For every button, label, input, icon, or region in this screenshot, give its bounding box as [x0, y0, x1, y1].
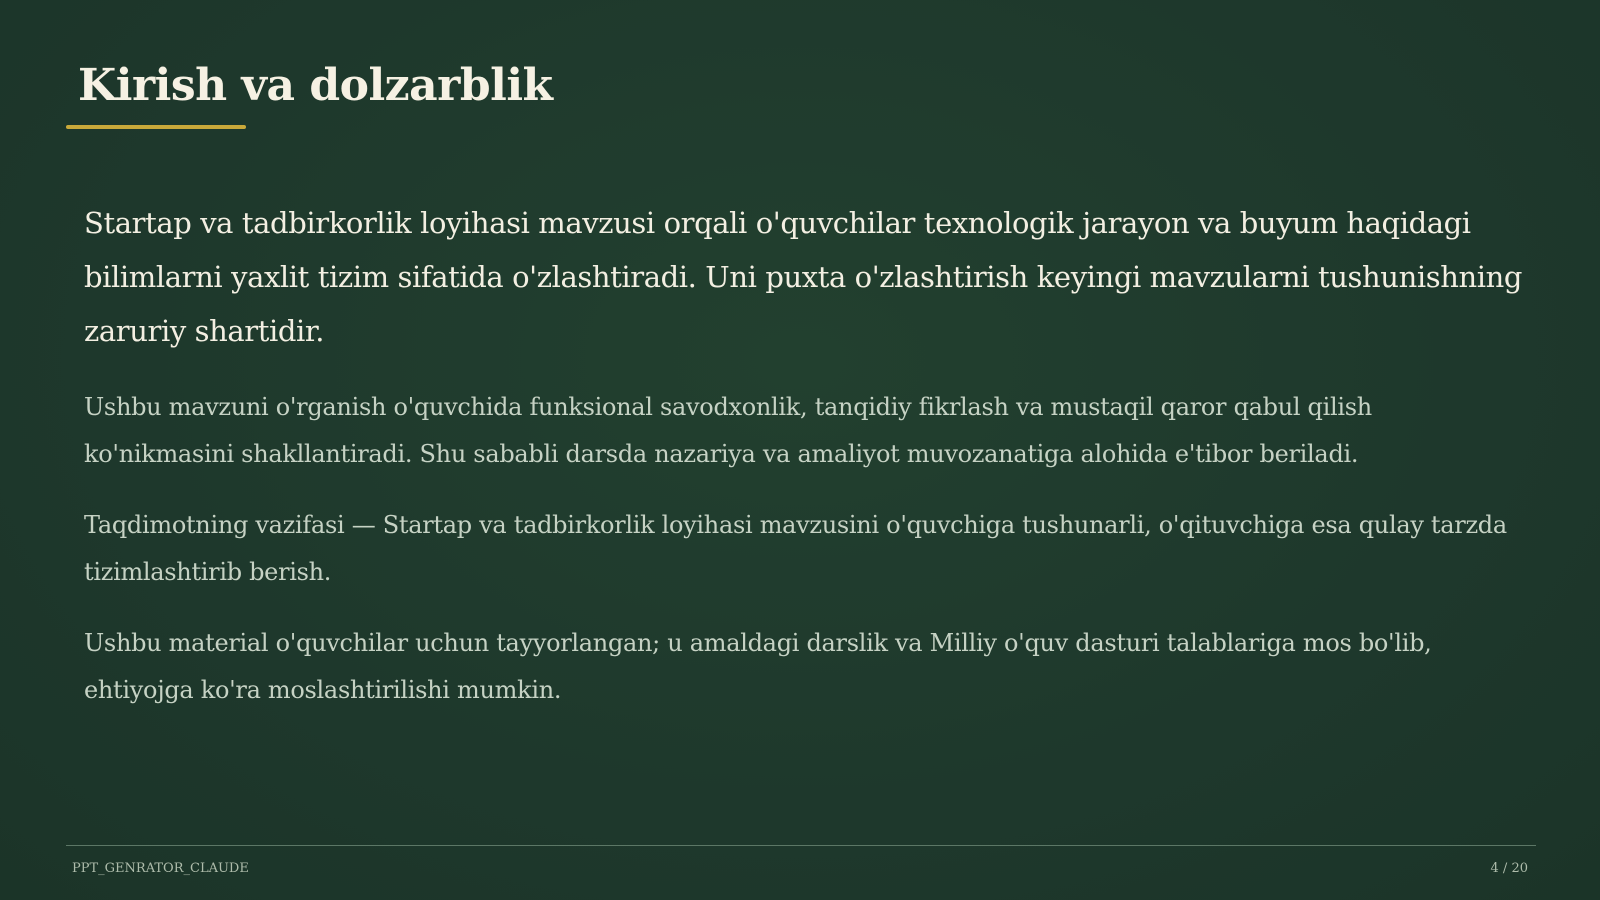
body-paragraph-3: Ushbu material o'quvchilar uchun tayyorlangan; u amaldagi darslik va Milliy o'quv dasturi talablariga mos bo'lib, ehtiyojga ko'ra moslashtirilishi mumkin.	[84, 629, 1432, 704]
body-paragraph-1: Ushbu mavzuni o'rganish o'quvchida funksional savodxonlik, tanqidiy fikrlash va mustaqil qaror qabul qilish ko'nikmasini shakllantiradi. Shu sababli darsda nazariya va amaliyot muvozanatiga alohida e'tibor beriladi.	[84, 393, 1372, 468]
slide-title: Kirish va dolzarblik	[78, 60, 553, 111]
lead-paragraph: Startap va tadbirkorlik loyihasi mavzusi orqali o'quvchilar texnologik jarayon va buyum haqidagi bilimlarni yaxlit tizim sifatida o'zlashtiradi. Uni puxta o'zlashtirish keyingi mavzularni tushunishning zaruriy shartidir.	[84, 206, 1523, 348]
title-accent-underline	[66, 125, 246, 129]
footer-source-label: PPT_GENRATOR_CLAUDE	[72, 861, 249, 876]
footer-divider	[66, 845, 1536, 846]
page-number: 4 / 20	[1490, 861, 1528, 876]
slide-body	[84, 196, 1524, 738]
body-paragraph-2: Taqdimotning vazifasi — Startap va tadbirkorlik loyihasi mavzusini o'quvchiga tushunarli, o'qituvchiga esa qulay tarzda tizimlashtirib berish.	[84, 511, 1507, 586]
